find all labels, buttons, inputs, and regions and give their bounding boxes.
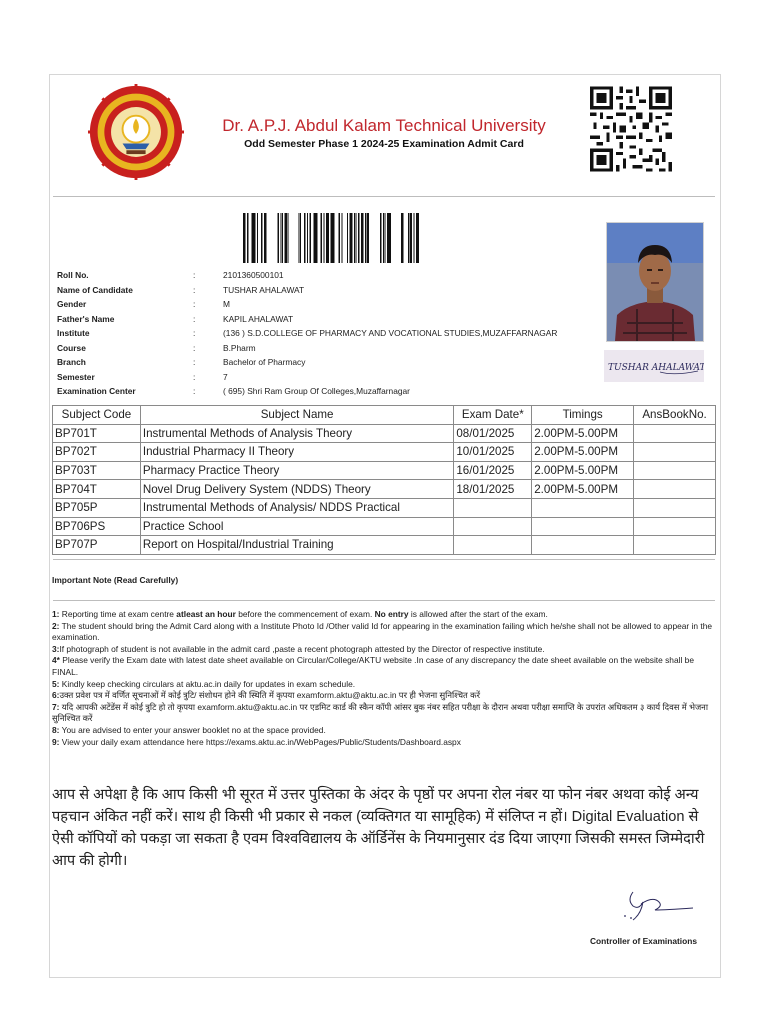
table-cell (634, 461, 716, 480)
barcode-bar (354, 213, 355, 263)
barcode-bar (316, 213, 317, 263)
qr-code (590, 86, 672, 172)
table-cell: BP701T (53, 424, 141, 443)
table-cell (454, 536, 532, 555)
barcode-bar (365, 213, 366, 263)
detail-value: TUSHAR AHALAWAT (223, 284, 305, 295)
university-name: Dr. A.P.J. Abdul Kalam Technical University (222, 116, 546, 135)
barcode-bar (390, 213, 391, 263)
note-item: 4* Please verify the Exam date with latest date sheet available on Circular/College/AKTU website .In case of any discrepancy the date sheet available on the website shall be FINAL. (52, 655, 694, 677)
detail-row (57, 341, 617, 356)
note-item: 2: The student should bring the Admit Card along with a Institute Photo Id /Other valid Id for appearing in the examination failing which he/she shall not be allowed to appear in the examination. (52, 620, 713, 643)
table-cell: Report on Hospital/Industrial Training (140, 536, 453, 555)
barcode-bar (282, 213, 283, 263)
barcode-bar (304, 213, 305, 263)
notes-divider (53, 600, 715, 601)
barcode-bar (418, 213, 419, 263)
barcode-bar (323, 213, 324, 263)
table-cell: 08/01/2025 (454, 424, 532, 443)
barcode-bar (247, 213, 248, 263)
table-cell: Novel Drug Delivery System (NDDS) Theory (140, 480, 453, 499)
detail-colon: : (193, 270, 196, 280)
roll-number-barcode (242, 213, 420, 263)
table-row (53, 461, 716, 480)
table-cell (634, 480, 716, 499)
candidate-signature (604, 350, 704, 382)
header-divider (53, 196, 715, 197)
note-item: 8: You are advised to enter your answer booklet no at the space provided. (52, 724, 326, 735)
barcode-bar (314, 213, 315, 263)
detail-value: Bachelor of Pharmacy (223, 357, 306, 367)
table-cell: 2.00PM-5.00PM (532, 443, 634, 462)
university-logo (88, 84, 184, 180)
barcode-bar (416, 213, 417, 263)
detail-colon: : (193, 328, 196, 338)
barcode-bar (315, 213, 316, 263)
notes-list (52, 609, 718, 748)
barcode-bar (330, 213, 331, 263)
detail-row (57, 268, 617, 283)
hindi-notice: आप से अपेक्षा है कि आप किसी भी सूरत में उत्तर पुस्तिका के अंदर के पृष्ठों पर अपना रोल नंबर या फोन नंबर अथवा कोई अन्य पहचान अंकित नहीं करें। साथ ही किसी भी प्रकार से नकल (व्यक्तिगत या सामूहिक) में संलिप्त न हों। Digital Evaluation से ऐसी कॉपियों को पकड़ा जा सकता है एवम विश्वविद्यालय के ऑर्डिनेंस के नियमानुसार दंड दिया जाएगा जिसकी समस्त जिम्मेदारी आप की होगी। (52, 787, 705, 869)
table-cell: BP706PS (53, 517, 141, 536)
table-row (53, 536, 716, 555)
table-cell: Instrumental Methods of Analysis/ NDDS Practical (140, 498, 453, 517)
note-item: 1: Reporting time at exam centre atleast an hour before the commencement of exam. No entry is allowed after the start of the exam. (52, 609, 548, 619)
barcode-bar (300, 213, 301, 263)
table-cell (634, 443, 716, 462)
barcode-bar (350, 213, 351, 263)
detail-colon: : (193, 299, 196, 309)
table-divider (53, 559, 715, 560)
detail-value: KAPIL AHALAWAT (223, 313, 294, 324)
barcode-bar (243, 213, 244, 263)
column-header: Timings (532, 406, 634, 425)
table-cell (634, 517, 716, 536)
detail-label: Semester (57, 371, 95, 382)
detail-colon: : (193, 313, 196, 324)
barcode-bar (321, 213, 322, 263)
barcode-bar (355, 213, 356, 263)
detail-row (57, 370, 617, 385)
barcode-bar (257, 213, 258, 263)
candidate-details (57, 268, 617, 399)
signature-text: TUSHAR AHALAWAT (608, 363, 704, 373)
detail-value: B.Pharm (223, 342, 256, 353)
barcode-bar (362, 213, 363, 263)
barcode-bar (278, 213, 279, 263)
table-cell (634, 498, 716, 517)
detail-row (57, 326, 617, 341)
note-item: 9: View your daily exam attendance here https://exams.aktu.ac.in/WebPages/Public/Students/Dashboard.aspx (52, 736, 461, 747)
barcode-bar (368, 213, 369, 263)
table-cell: BP707P (53, 536, 141, 555)
table-row (53, 517, 716, 536)
barcode-bar (358, 213, 359, 263)
important-note-heading: Important Note (Read Carefully) (52, 575, 179, 585)
table-cell: 18/01/2025 (454, 480, 532, 499)
detail-label: Roll No. (57, 270, 89, 280)
detail-label: Branch (57, 357, 86, 367)
table-cell (532, 498, 634, 517)
table-cell (634, 536, 716, 555)
barcode-bar (401, 213, 402, 263)
note-item: 6:उक्त प्रवेश पत्र में वर्णित सूचनाओं में कोई त्रुटि/ संशोधन होने की स्थिति में कृपया examform.aktu@aktu.ac.in पर ही भेजना सुनिश्चित करें (52, 690, 480, 701)
barcode-bar (402, 213, 403, 263)
table-cell: 2.00PM-5.00PM (532, 424, 634, 443)
detail-value: (136 ) S.D.COLLEGE OF PHARMACY AND VOCATIONAL STUDIES,MUZAFFARNAGAR (223, 328, 558, 338)
detail-colon: : (193, 371, 196, 382)
table-cell: BP703T (53, 461, 141, 480)
table-cell: BP705P (53, 498, 141, 517)
controller-signature (603, 880, 699, 926)
barcode-bar (253, 213, 254, 263)
detail-row (57, 355, 617, 370)
table-cell (532, 517, 634, 536)
table-cell (634, 424, 716, 443)
barcode-bar (333, 213, 334, 263)
barcode-bar (332, 213, 333, 263)
detail-row (57, 384, 617, 399)
barcode-bar (383, 213, 384, 263)
barcode-bar (409, 213, 410, 263)
table-row (53, 480, 716, 499)
detail-value: 2101360500101 (223, 270, 284, 280)
table-cell: BP704T (53, 480, 141, 499)
barcode-bar (285, 213, 286, 263)
candidate-photo (606, 222, 704, 342)
table-cell: Pharmacy Practice Theory (140, 461, 453, 480)
column-header: Exam Date* (454, 406, 532, 425)
barcode-bar (411, 213, 412, 263)
table-cell: 16/01/2025 (454, 461, 532, 480)
detail-label: Father's Name (57, 313, 115, 324)
detail-row (57, 297, 617, 312)
detail-label: Examination Center (57, 386, 136, 396)
detail-colon: : (193, 284, 196, 295)
barcode-bar (384, 213, 385, 263)
table-row (53, 424, 716, 443)
table-cell (454, 517, 532, 536)
table-cell: Industrial Pharmacy II Theory (140, 443, 453, 462)
admit-card-subtitle: Odd Semester Phase 1 2024-25 Examination Admit Card (244, 138, 524, 150)
barcode-bar (261, 213, 262, 263)
detail-row (57, 283, 617, 298)
barcode-bar (389, 213, 390, 263)
table-cell: 2.00PM-5.00PM (532, 461, 634, 480)
column-header: Subject Name (140, 406, 453, 425)
detail-value: 7 (223, 371, 228, 382)
barcode-bar (251, 213, 252, 263)
table-cell: Practice School (140, 517, 453, 536)
note-item: 5: Kindly keep checking circulars at aktu.ac.in daily for updates in exam schedule. (52, 678, 356, 689)
barcode-bar (366, 213, 367, 263)
detail-colon: : (193, 386, 196, 396)
barcode-bar (347, 213, 348, 263)
table-cell: BP702T (53, 443, 141, 462)
barcode-bar (265, 213, 266, 263)
column-header: AnsBookNo. (634, 406, 716, 425)
controller-of-examinations: Controller of Examinations (590, 936, 698, 946)
barcode-bar (351, 213, 352, 263)
column-header: Subject Code (53, 406, 141, 425)
detail-row (57, 312, 617, 327)
detail-label: Course (57, 342, 86, 353)
barcode-bar (361, 213, 362, 263)
note-item: 7: यदि आपकी अटेंडेंस में कोई त्रुटि हो तो कृपया examform.aktu@aktu.ac.in पर एडमिट कार्ड की स्कैन कॉपी आंसर बुक नंबर सहित परीक्षा के दौरान अथवा परीक्षा समाप्ति के उपरांत अधिकतम ३ कार्य दिवस में भेजना सुनिश्चित करें (52, 701, 709, 724)
barcode-bar (339, 213, 340, 263)
table-header-row (53, 406, 716, 425)
table-cell: Instrumental Methods of Analysis Theory (140, 424, 453, 443)
barcode-bar (307, 213, 308, 263)
table-cell (454, 498, 532, 517)
detail-value: M (223, 299, 230, 309)
detail-colon: : (193, 357, 196, 367)
barcode-bar (408, 213, 409, 263)
detail-colon: : (193, 342, 196, 353)
barcode-bar (328, 213, 329, 263)
barcode-bar (264, 213, 265, 263)
detail-label: Institute (57, 328, 90, 338)
barcode-bar (380, 213, 381, 263)
barcode-bar (287, 213, 288, 263)
table-cell: 10/01/2025 (454, 443, 532, 462)
barcode-bar (280, 213, 281, 263)
table-cell: 2.00PM-5.00PM (532, 480, 634, 499)
barcode-bar (326, 213, 327, 263)
barcode-bar (286, 213, 287, 263)
detail-label: Gender (57, 299, 87, 309)
table-cell (532, 536, 634, 555)
note-item: 3:If photograph of student is not available in the admit card ,paste a recent photograph attested by the Director of respective institute. (52, 643, 545, 654)
barcode-bar (244, 213, 245, 263)
detail-value: ( 695) Shri Ram Group Of Colleges,Muzaffarnagar (223, 386, 410, 396)
barcode-bar (341, 213, 342, 263)
table-row (53, 498, 716, 517)
barcode-bar (310, 213, 311, 263)
detail-label: Name of Candidate (57, 284, 133, 295)
barcode-bar (387, 213, 388, 263)
barcode-bar (413, 213, 414, 263)
subject-table (52, 405, 716, 555)
table-row (53, 443, 716, 462)
barcode-bar (254, 213, 255, 263)
barcode-bar (298, 213, 299, 263)
